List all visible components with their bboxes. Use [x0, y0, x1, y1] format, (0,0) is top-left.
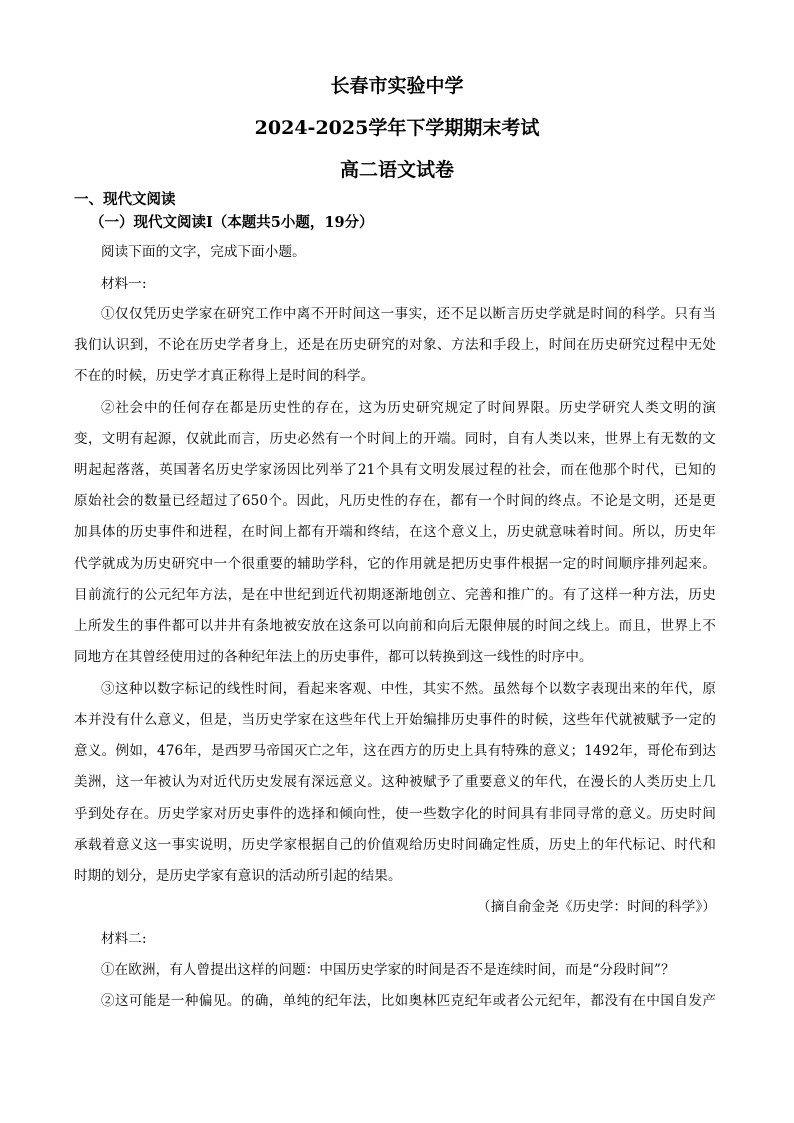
paragraph-line: 原始社会的数量已经超过了650个。因此，凡历史性的存在，都有一个时间的终点。不论是文明，还是更 — [74, 493, 716, 509]
paragraph-line: 目前流行的公元纪年方法，是在中世纪到近代初期逐渐地创立、完善和推广的。有了这样一种方法，历史 — [74, 587, 716, 603]
paragraph-line: 明起起落落，英国著名历史学家汤因比列举了21个具有文明发展过程的社会，而在他那个时代，已知的 — [74, 462, 716, 478]
paragraph-line: 同地方在其曾经使用过的各种纪年法上的历史事件，都可以转换到这一线性的时序中。 — [74, 649, 593, 665]
paragraph-line: 代学就成为历史研究中一个很重要的辅助学科，它的作用就是把历史事件根据一定的时间顺序排列起来。 — [74, 556, 716, 572]
school-title: 长春市实验中学 — [330, 75, 464, 97]
paragraph-line: 美洲，这一年被认为对近代历史发展有深远意义。这种被赋予了重要意义的年代，在漫长的人类历史上几 — [74, 774, 716, 790]
material1-label: 材料一: — [101, 276, 147, 292]
section-heading: 一、现代文阅读 — [74, 191, 176, 208]
subsection-heading: （一）现代文阅读Ⅰ（本题共5小题，19分） — [90, 214, 374, 231]
paragraph-line: 时期的划分，是历史学家有意识的活动所引起的结果。 — [74, 868, 402, 884]
exam-title: 2024-2025学年下学期期末考试 — [254, 117, 540, 139]
paragraph-line: 本并没有什么意义，但是，当历史学家在这些年代上开始编排历史事件的时候，这些年代就被赋予一定的 — [74, 712, 716, 728]
paragraph-line: 乎到处存在。历史学家对历史事件的选择和倾向性，使一些数字化的时间具有非同寻常的意义。历史时间 — [74, 806, 716, 822]
paper-title: 高二语文试卷 — [339, 159, 454, 181]
paragraph-line: ②这可能是一种偏见。的确，单纯的纪年法，比如奥林匹克纪年或者公元纪年，都没有在中国自发产 — [101, 993, 716, 1009]
paragraph-line: 我们认识到，不论在历史学者身上，还是在历史研究的对象、方法和手段上，时间在历史研究过程中无处 — [74, 337, 716, 353]
paragraph-line: 意义。例如，476年，是西罗马帝国灭亡之年，这在西方的历史上具有特殊的意义；1492年，哥伦布到达 — [74, 743, 716, 759]
paragraph-line: 变，文明有起源，仅就此而言，历史必然有一个时间上的开端。同时，自有人类以来，世界上有无数的文 — [74, 431, 716, 447]
paragraph-line: 不在的时候，历史学才真正称得上是时间的科学。 — [74, 368, 375, 384]
paragraph-line: 承载着意义这一事实说明，历史学家根据自己的价值观给历史时间确定性质，历史上的年代标记、时代和 — [74, 837, 716, 853]
paragraph-line: ①仅仅凭历史学家在研究工作中离不开时间这一事实，还不足以断言历史学就是时间的科学。只有当 — [101, 306, 716, 322]
paragraph-line: ②社会中的任何存在都是历史性的存在，这为历史研究规定了时间界限。历史学研究人类文明的演 — [101, 400, 716, 416]
source-citation: （摘自俞金尧《历史学：时间的科学》） — [477, 899, 716, 915]
paragraph-line: 加具体的历史事件和进程，在时间上都有开端和终结，在这个意义上，历史就意味着时间。所以，历史年 — [74, 524, 716, 540]
material2-label: 材料二: — [101, 931, 147, 947]
instruction-text: 阅读下面的文字，完成下面小题。 — [101, 244, 306, 260]
paragraph-line: ①在欧洲，有人曾提出这样的问题：中国历史学家的时间是否不是连续时间，而是“分段时间”？ — [101, 962, 675, 978]
paragraph-line: ③这种以数字标记的线性时间，看起来客观、中性，其实不然。虽然每个以数字表现出来的年代，原 — [101, 681, 716, 697]
paragraph-line: 上所发生的事件都可以井井有条地被安放在这条可以向前和向后无限伸展的时间之线上。而且，世界上不 — [74, 618, 716, 634]
